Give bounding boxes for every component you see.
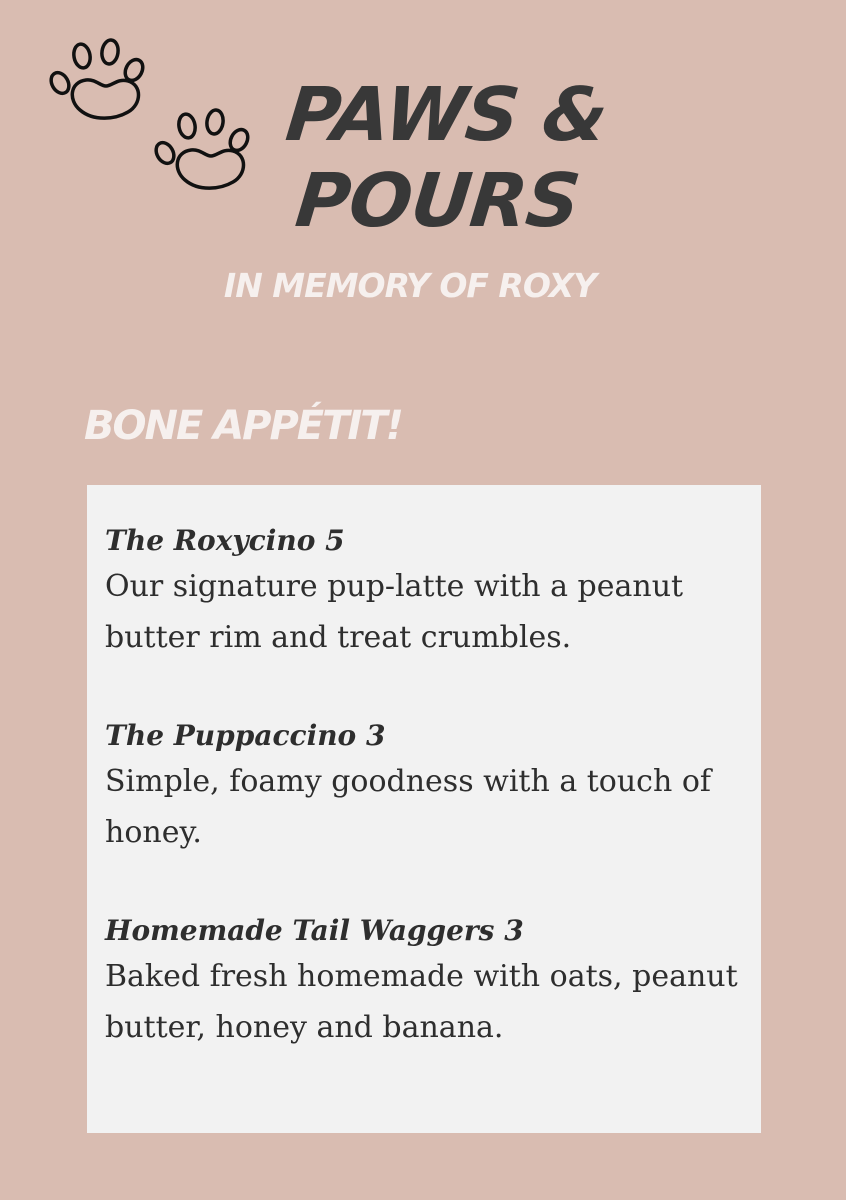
menu-item [105,521,743,663]
menu-item-description: Baked fresh homemade with oats, peanut butter, honey and banana. [105,959,738,1045]
page-title [253,72,631,244]
menu-item-title: Homemade Tail Waggers 3 [105,914,524,947]
title-line-1: PAWS & [282,72,611,158]
page-subtitle: IN MEMORY OF ROXY [223,266,597,305]
menu-heading: BONE APPÉTIT! [84,403,402,449]
menu-item-description: Our signature pup-latte with a peanut butter rim and treat crumbles. [105,569,684,655]
paw-prints-decoration [40,30,270,230]
menu-card [87,485,761,1133]
menu-item-description: Simple, foamy goodness with a touch of honey. [105,764,712,850]
title-line-2: POURS [291,158,584,244]
menu-item-title: The Roxycino 5 [105,524,345,557]
menu-item [105,911,743,1053]
paw-print-icon [48,39,147,118]
paw-print-icon [153,109,252,188]
menu-item [105,716,743,858]
menu-item-title: The Puppaccino 3 [105,719,386,752]
